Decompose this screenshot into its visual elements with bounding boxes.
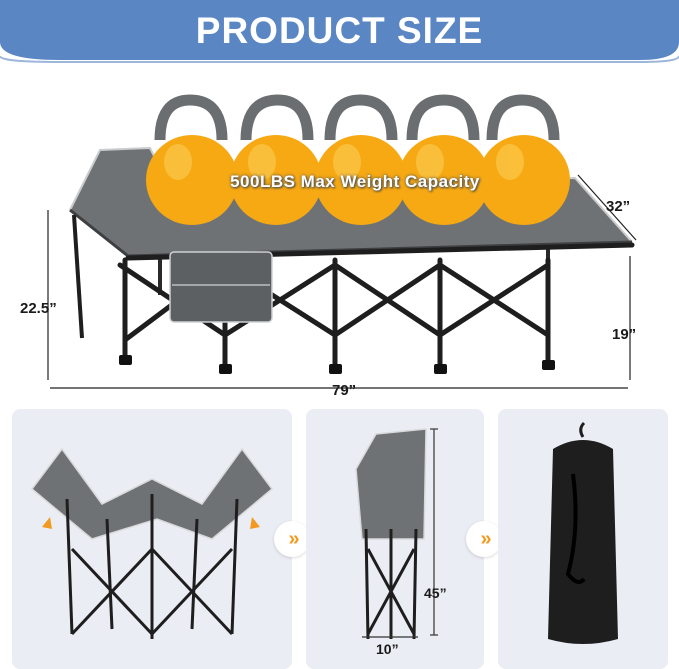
- folding-cot-illustration: [12, 409, 292, 669]
- dimension-height-bed: 19”: [612, 326, 637, 343]
- dimension-height-total: 22.5”: [20, 300, 57, 317]
- folded-cot-illustration: [306, 409, 484, 669]
- folded-height-label: 45”: [424, 585, 447, 601]
- folded-width-label: 10”: [376, 641, 399, 657]
- panel-folding: [12, 409, 292, 669]
- dimension-length: 79”: [332, 382, 357, 399]
- page-title: PRODUCT SIZE: [195, 10, 484, 51]
- cot-illustration: [0, 70, 679, 400]
- panel-carry-bag: [498, 409, 668, 669]
- panel-folded: [306, 409, 484, 669]
- weight-capacity-label: 500LBS Max Weight Capacity: [230, 172, 480, 191]
- next-step-arrow-2: »: [466, 521, 502, 557]
- dimension-width: 32”: [606, 198, 631, 215]
- carry-bag-illustration: [498, 409, 668, 669]
- next-step-arrow-1: »: [274, 521, 310, 557]
